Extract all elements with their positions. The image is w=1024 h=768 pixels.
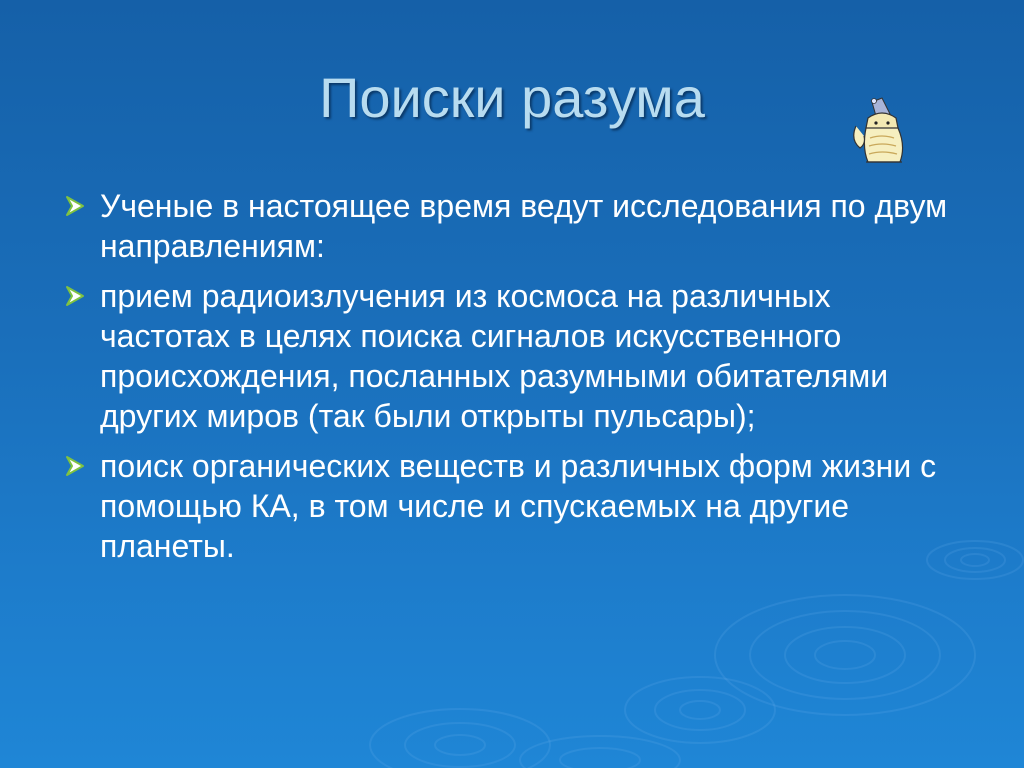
bullet-text: прием радиоизлучения из космоса на различных частотах в целях поиска сигналов искусственного происхождения, посланных разумными обитателями других миров (так были открыты пульсары); bbox=[100, 278, 889, 434]
bullet-text: поиск органических веществ и различных форм жизни с помощью КА, в том числе и спускаемых на другие планеты. bbox=[100, 448, 937, 564]
arrow-chevron-icon bbox=[64, 285, 86, 307]
bullet-list bbox=[62, 186, 962, 576]
bullet-item bbox=[62, 186, 962, 266]
arrow-chevron-icon bbox=[64, 455, 86, 477]
bullet-item bbox=[62, 446, 962, 566]
slide-title: Поиски разума bbox=[319, 66, 705, 129]
arrow-chevron-icon bbox=[64, 195, 86, 217]
cat-mascot-icon bbox=[846, 96, 916, 168]
bullet-item bbox=[62, 276, 962, 436]
bullet-text: Ученые в настоящее время ведут исследования по двум направлениям: bbox=[100, 188, 948, 264]
